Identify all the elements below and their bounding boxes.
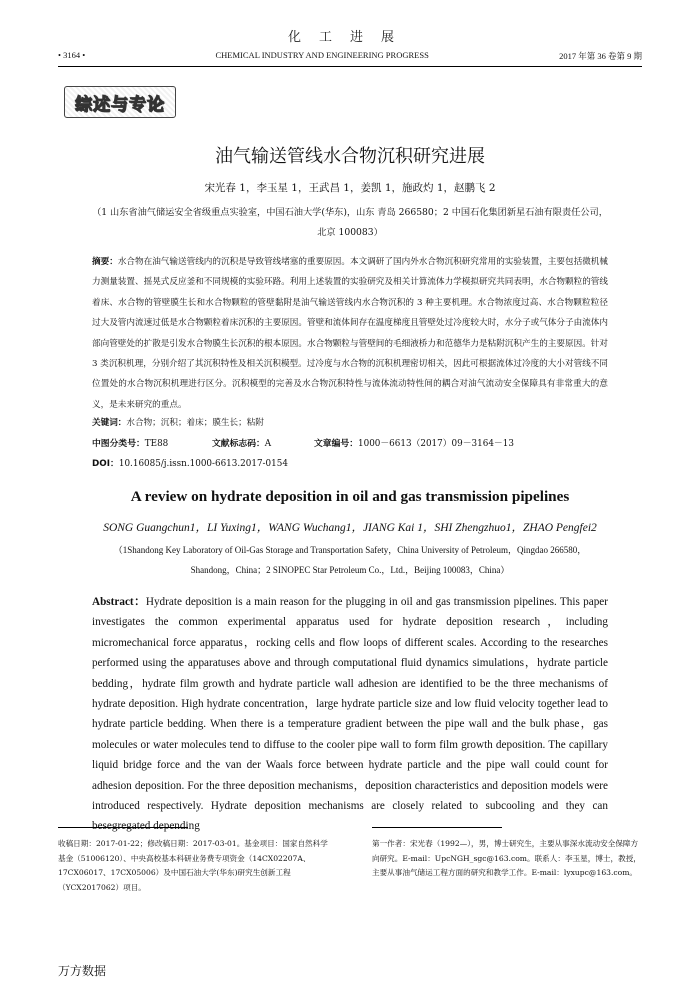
abstract-cn [92, 252, 608, 415]
authors-cn: 宋光春 1，李玉星 1，王武昌 1，姜凯 1，施政灼 1，赵鹏飞 2 [204, 182, 496, 194]
running-header [58, 50, 642, 62]
abstract-en [92, 592, 608, 837]
journal-name-cn: 化工进展 [287, 30, 412, 45]
classification-line [92, 436, 612, 449]
keywords-cn-label: 关键词： [92, 418, 127, 428]
title-en: A review on hydrate deposition in oil and gas transmission pipelines [130, 488, 570, 505]
abstract-en-label: Abstract： [92, 596, 146, 608]
section-badge-label: 综述与专论 [75, 94, 165, 115]
affiliation-en: （1Shandong Key Laboratory of Oil-Gas Storage and Transportation Safety，China University of Petroleum，Qingdao 266580，Shandong，China；2 SINOPEC Star Petroleum Co.，Ltd.，Beijing 100083，China） [113, 545, 587, 575]
title-cn: 油气输送管线水合物沉积研究进展 [215, 146, 485, 167]
clc-label: 中图分类号： [92, 439, 145, 449]
issue-info: 2017 年第 36 卷第 9 期 [559, 51, 642, 61]
clc-value: TE88 [144, 439, 169, 449]
footnote-left: 收稿日期：2017-01-22；修改稿日期：2017-03-01。基金项目：国家自然科学基金（51006120）、中央高校基本科研业务费专项资金（14CX02207A、17CX06017、17CX05006）及中国石油大学(华东)研究生创新工程（YCX2017062）项目。 [58, 839, 328, 892]
header-rule [58, 66, 642, 67]
affiliation-cn: （1 山东省油气储运安全省级重点实验室，中国石油大学(华东)，山东 青岛 266580；2 中国石化集团新星石油有限责任公司，北京 100083） [92, 207, 608, 238]
page-number: • 3164 • [58, 50, 86, 60]
footnote-rule-left [58, 827, 188, 828]
article-no-value: 1000－6613（2017）09－3164－13 [358, 439, 514, 449]
doi-value: 10.16085/j.issn.1000-6613.2017-0154 [118, 459, 288, 469]
keywords-cn-text: 水合物；沉积；着床；膜生长；粘附 [126, 418, 264, 428]
keywords-cn [92, 416, 264, 428]
article-no-label: 文章编号： [314, 439, 358, 449]
footnote-right: 第一作者：宋光春（1992—），男，博士研究生，主要从事深水流动安全保障方向研究。E-mail：UpcNGH_sgc@163.com。联系人：李玉星，博士，教授，主要从事油气储运工程方面的研究和教学工作。E-mail：lyxupc@163.com。 [372, 839, 641, 877]
abstract-cn-text: 水合物在油气输送管线内的沉积是导致管线堵塞的重要原因。本文调研了国内外水合物沉积研究常用的实验装置，主要包括微机械力测量装置、摇晃式反应釜和不同规模的实验环路。利用上述装置的实验研究及相关计算流体力学模拟研究共同表明，水合物颗粒的管线着床、水合物的管壁膜生长和水合物颗粒的管壁黏附是油气输送管线内水合物沉积的 3 种主要机理。水合物浓度过高、水合物颗粒粒径过大及管内流速过低是水合物颗粒着床沉积的主要原因。管壁和流体间存在温度梯度且管壁处过冷度较大时，水分子或气体分子由流体内部向管壁处的扩散是引发水合物膜生长沉积的根本原因。水合物颗粒与管壁间的毛细液桥力和范德华力是粘附沉积产生的主要原因。针对 3 类沉积机理，分别介绍了其沉积特性及相关沉积模型。过冷度与水合物的沉积机理密切相关，因此可根据流体过冷度的大小对管线不同位置处的水合物沉积机理进行区分。沉积模型的完善及水合物沉积特性与流体流动特性间的耦合对油气流动安全保障具有非常重大的意义，是未来研究的重点。 [92, 257, 608, 410]
watermark: 万方数据 [58, 964, 107, 978]
section-badge [64, 86, 176, 118]
abstract-en-text: Hydrate deposition is a main reason for the plugging in oil and gas transmission pipelines. This paper investigates the common experimental apparatus used for hydrate deposition research，including micromechanical force apparatus，rocking cells and flow loops of different scales. According to the researches performed using the apparatuses above and through computational fluid dynamics simulations，hydrate particle bedding，hydrate film growth and hydrate particle wall adhesion are identified to be the three mechanisms of hydrate deposition. High hydrate concentration，large hydrate particle size and low fluid velocity together lead to hydrate particle bedding. When there is a temperature gradient between the pipe wall and the bulk phase，gas molecules or water molecules tend to diffuse to the cooler pipe wall to form film growth deposition. The capillary liquid bridge force and the van der Waals force between hydrate particle and the pipe wall could count for adhesion deposition. For the three deposition mechanisms，deposition characteristics and deposition models were introduced respectively. Hydrate deposition mechanisms are closely related to subcooling and they can besegregated depending [92, 596, 608, 833]
doi-label: DOI： [92, 459, 119, 469]
footnote-rule-right [372, 827, 502, 828]
doc-code-label: 文献标志码： [212, 439, 265, 449]
journal-name-en: CHEMICAL INDUSTRY AND ENGINEERING PROGRESS [215, 50, 429, 60]
doc-code-value: A [264, 439, 272, 449]
doi-line [92, 456, 288, 469]
abstract-cn-label: 摘要： [92, 257, 118, 267]
authors-en: SONG Guangchun1，LI Yuxing1，WANG Wuchang1，JIANG Kai 1，SHI Zhengzhuo1，ZHAO Pengfei2 [103, 522, 597, 534]
